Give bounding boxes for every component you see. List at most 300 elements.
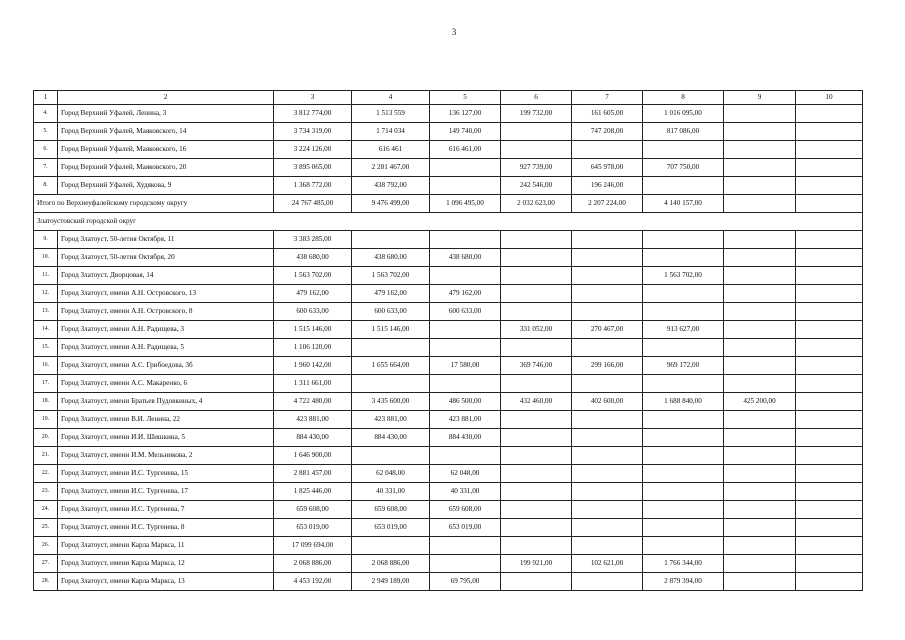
address-cell: Город Златоуст, имени В.И. Ленина, 22 bbox=[58, 411, 274, 429]
amount-cell bbox=[501, 249, 572, 267]
amount-cell bbox=[430, 177, 501, 195]
amount-cell: 9 476 499,00 bbox=[352, 195, 430, 213]
amount-cell bbox=[501, 231, 572, 249]
amount-cell: 4 722 480,00 bbox=[274, 393, 352, 411]
amount-cell: 3 895 065,00 bbox=[274, 159, 352, 177]
amount-cell bbox=[572, 483, 643, 501]
amount-cell bbox=[430, 447, 501, 465]
row-number: 17. bbox=[34, 375, 58, 393]
amount-cell bbox=[643, 465, 724, 483]
amount-cell bbox=[643, 231, 724, 249]
amount-cell: 62 048,00 bbox=[430, 465, 501, 483]
amount-cell: 2 879 394,00 bbox=[643, 573, 724, 591]
address-cell: Город Златоуст, имени А.С. Грибоедова, 3б bbox=[58, 357, 274, 375]
address-cell: Город Верхний Уфалей, Худякова, 9 bbox=[58, 177, 274, 195]
amount-cell bbox=[501, 339, 572, 357]
amount-cell bbox=[572, 375, 643, 393]
amount-cell: 62 048,00 bbox=[352, 465, 430, 483]
funding-table bbox=[33, 90, 863, 591]
table-row bbox=[34, 321, 863, 339]
address-cell: Город Златоуст, имени И.С. Тургенева, 15 bbox=[58, 465, 274, 483]
amount-cell bbox=[643, 285, 724, 303]
address-cell: Город Златоуст, имени Братьев Пудовкиных, 4 bbox=[58, 393, 274, 411]
amount-cell bbox=[796, 519, 863, 537]
amount-cell: 438 680,00 bbox=[352, 249, 430, 267]
amount-cell: 3 812 774,00 bbox=[274, 105, 352, 123]
address-cell: Город Верхний Уфалей, Ленина, 3 bbox=[58, 105, 274, 123]
amount-cell: 1 016 095,00 bbox=[643, 105, 724, 123]
amount-cell: 3 383 285,00 bbox=[274, 231, 352, 249]
amount-cell bbox=[501, 573, 572, 591]
amount-cell bbox=[430, 267, 501, 285]
address-cell: Город Златоуст, 50-летия Октября, 11 bbox=[58, 231, 274, 249]
amount-cell bbox=[430, 537, 501, 555]
amount-cell: 479 162,00 bbox=[274, 285, 352, 303]
table-row bbox=[34, 285, 863, 303]
amount-cell bbox=[724, 375, 796, 393]
amount-cell: 817 086,00 bbox=[643, 123, 724, 141]
amount-cell: 425 200,00 bbox=[724, 393, 796, 411]
table-row bbox=[34, 573, 863, 591]
row-number: 15. bbox=[34, 339, 58, 357]
row-number: 11. bbox=[34, 267, 58, 285]
address-cell: Город Верхний Уфалей, Маяковского, 20 bbox=[58, 159, 274, 177]
amount-cell: 645 978,00 bbox=[572, 159, 643, 177]
amount-cell bbox=[501, 465, 572, 483]
address-cell: Город Златоуст, Дворцовая, 14 bbox=[58, 267, 274, 285]
amount-cell bbox=[796, 105, 863, 123]
amount-cell: 17 580,00 bbox=[430, 357, 501, 375]
amount-cell bbox=[796, 465, 863, 483]
header-cell: 10 bbox=[796, 91, 863, 105]
amount-cell bbox=[572, 285, 643, 303]
table-row bbox=[34, 555, 863, 573]
amount-cell bbox=[572, 537, 643, 555]
address-cell: Город Златоуст, имени Карла Маркса, 11 bbox=[58, 537, 274, 555]
header-cell: 7 bbox=[572, 91, 643, 105]
amount-cell bbox=[796, 177, 863, 195]
amount-cell bbox=[643, 249, 724, 267]
header-cell: 4 bbox=[352, 91, 430, 105]
amount-cell: 17 099 694,00 bbox=[274, 537, 352, 555]
amount-cell: 616 461,00 bbox=[430, 141, 501, 159]
amount-cell bbox=[572, 429, 643, 447]
amount-cell: 659 608,00 bbox=[352, 501, 430, 519]
amount-cell bbox=[430, 339, 501, 357]
amount-cell: 1 960 142,00 bbox=[274, 357, 352, 375]
table-row bbox=[34, 339, 863, 357]
amount-cell: 884 430,00 bbox=[430, 429, 501, 447]
amount-cell: 1 714 034 bbox=[352, 123, 430, 141]
amount-cell: 913 627,00 bbox=[643, 321, 724, 339]
amount-cell bbox=[724, 411, 796, 429]
amount-cell: 369 746,00 bbox=[501, 357, 572, 375]
amount-cell bbox=[724, 105, 796, 123]
amount-cell bbox=[501, 141, 572, 159]
page-number: 3 bbox=[451, 27, 457, 37]
amount-cell: 2 207 224,00 bbox=[572, 195, 643, 213]
amount-cell bbox=[724, 195, 796, 213]
row-number: 25. bbox=[34, 519, 58, 537]
amount-cell bbox=[572, 447, 643, 465]
amount-cell: 707 750,00 bbox=[643, 159, 724, 177]
amount-cell: 432 460,00 bbox=[501, 393, 572, 411]
amount-cell bbox=[796, 357, 863, 375]
row-number: 10. bbox=[34, 249, 58, 267]
amount-cell bbox=[724, 429, 796, 447]
amount-cell: 1 515 146,00 bbox=[274, 321, 352, 339]
amount-cell: 600 633,00 bbox=[352, 303, 430, 321]
amount-cell: 2 068 886,00 bbox=[274, 555, 352, 573]
amount-cell bbox=[724, 123, 796, 141]
amount-cell bbox=[501, 285, 572, 303]
amount-cell bbox=[796, 123, 863, 141]
table-row bbox=[34, 447, 863, 465]
table-row bbox=[34, 519, 863, 537]
amount-cell bbox=[796, 267, 863, 285]
amount-cell bbox=[643, 303, 724, 321]
amount-cell: 2 281 467,00 bbox=[352, 159, 430, 177]
table-row bbox=[34, 375, 863, 393]
amount-cell: 1 646 900,00 bbox=[274, 447, 352, 465]
amount-cell bbox=[796, 429, 863, 447]
amount-cell: 659 608,00 bbox=[430, 501, 501, 519]
table-row bbox=[34, 159, 863, 177]
table-row bbox=[34, 267, 863, 285]
header-cell: 1 bbox=[34, 91, 58, 105]
amount-cell: 1 106 120,00 bbox=[274, 339, 352, 357]
amount-cell bbox=[724, 483, 796, 501]
amount-cell bbox=[572, 231, 643, 249]
amount-cell bbox=[501, 411, 572, 429]
amount-cell: 199 921,00 bbox=[501, 555, 572, 573]
address-cell: Город Златоуст, имени А.Н. Радищева, 5 bbox=[58, 339, 274, 357]
amount-cell: 2 881 457,00 bbox=[274, 465, 352, 483]
amount-cell: 1 688 840,00 bbox=[643, 393, 724, 411]
amount-cell bbox=[572, 411, 643, 429]
amount-cell bbox=[501, 519, 572, 537]
row-number: 20. bbox=[34, 429, 58, 447]
amount-cell: 3 435 600,00 bbox=[352, 393, 430, 411]
amount-cell bbox=[572, 303, 643, 321]
amount-cell bbox=[643, 141, 724, 159]
row-number: 9. bbox=[34, 231, 58, 249]
amount-cell: 884 430,00 bbox=[352, 429, 430, 447]
amount-cell: 4 453 192,00 bbox=[274, 573, 352, 591]
header-cell: 8 bbox=[643, 91, 724, 105]
amount-cell bbox=[724, 501, 796, 519]
address-cell: Город Златоуст, имени И.И. Шишкина, 5 bbox=[58, 429, 274, 447]
amount-cell bbox=[643, 177, 724, 195]
amount-cell: 331 052,00 bbox=[501, 321, 572, 339]
amount-cell bbox=[724, 465, 796, 483]
amount-cell bbox=[352, 231, 430, 249]
header-row bbox=[34, 91, 863, 105]
amount-cell bbox=[796, 321, 863, 339]
amount-cell: 1 563 702,00 bbox=[643, 267, 724, 285]
amount-cell bbox=[724, 141, 796, 159]
amount-cell: 299 166,00 bbox=[572, 357, 643, 375]
amount-cell: 69 795,00 bbox=[430, 573, 501, 591]
amount-cell bbox=[724, 267, 796, 285]
table-row bbox=[34, 501, 863, 519]
amount-cell bbox=[724, 303, 796, 321]
table-row bbox=[34, 105, 863, 123]
amount-cell: 199 732,00 bbox=[501, 105, 572, 123]
amount-cell bbox=[352, 447, 430, 465]
amount-cell bbox=[352, 375, 430, 393]
amount-cell: 161 605,00 bbox=[572, 105, 643, 123]
amount-cell: 24 767 485,00 bbox=[274, 195, 352, 213]
amount-cell: 423 881,00 bbox=[430, 411, 501, 429]
amount-cell bbox=[724, 555, 796, 573]
amount-cell: 600 633,00 bbox=[430, 303, 501, 321]
amount-cell bbox=[643, 429, 724, 447]
amount-cell: 600 633,00 bbox=[274, 303, 352, 321]
address-cell: Город Верхний Уфалей, Маяковского, 14 bbox=[58, 123, 274, 141]
amount-cell bbox=[352, 339, 430, 357]
amount-cell: 270 467,00 bbox=[572, 321, 643, 339]
row-number: 12. bbox=[34, 285, 58, 303]
amount-cell: 196 246,00 bbox=[572, 177, 643, 195]
amount-cell bbox=[796, 411, 863, 429]
amount-cell: 1 311 661,00 bbox=[274, 375, 352, 393]
amount-cell: 479 162,00 bbox=[352, 285, 430, 303]
amount-cell bbox=[501, 501, 572, 519]
amount-cell bbox=[643, 339, 724, 357]
header-cell: 3 bbox=[274, 91, 352, 105]
amount-cell: 149 740,00 bbox=[430, 123, 501, 141]
amount-cell bbox=[724, 447, 796, 465]
amount-cell bbox=[724, 357, 796, 375]
amount-cell: 423 881,00 bbox=[352, 411, 430, 429]
total-label: Итого по Верхнеуфалейскому городскому округу bbox=[34, 195, 274, 213]
address-cell: Город Златоуст, имени И.М. Мельникова, 2 bbox=[58, 447, 274, 465]
amount-cell: 1 563 702,00 bbox=[352, 267, 430, 285]
amount-cell bbox=[572, 267, 643, 285]
amount-cell bbox=[430, 159, 501, 177]
amount-cell bbox=[796, 375, 863, 393]
address-cell: Город Златоуст, имени Карла Маркса, 13 bbox=[58, 573, 274, 591]
amount-cell bbox=[501, 447, 572, 465]
amount-cell bbox=[724, 159, 796, 177]
amount-cell: 653 019,00 bbox=[352, 519, 430, 537]
row-number: 24. bbox=[34, 501, 58, 519]
amount-cell bbox=[724, 177, 796, 195]
amount-cell: 2 068 886,00 bbox=[352, 555, 430, 573]
row-number: 21. bbox=[34, 447, 58, 465]
table-row bbox=[34, 393, 863, 411]
amount-cell bbox=[796, 555, 863, 573]
amount-cell bbox=[796, 483, 863, 501]
row-number: 23. bbox=[34, 483, 58, 501]
amount-cell bbox=[796, 339, 863, 357]
table-row bbox=[34, 429, 863, 447]
table-row bbox=[34, 303, 863, 321]
header-cell: 9 bbox=[724, 91, 796, 105]
amount-cell bbox=[572, 519, 643, 537]
amount-cell: 1 515 146,00 bbox=[352, 321, 430, 339]
row-number: 5. bbox=[34, 123, 58, 141]
amount-cell: 1 513 559 bbox=[352, 105, 430, 123]
row-number: 6. bbox=[34, 141, 58, 159]
amount-cell: 884 430,00 bbox=[274, 429, 352, 447]
amount-cell bbox=[501, 375, 572, 393]
amount-cell: 1 655 664,00 bbox=[352, 357, 430, 375]
amount-cell bbox=[724, 573, 796, 591]
address-cell: Город Златоуст, имени Карла Маркса, 12 bbox=[58, 555, 274, 573]
amount-cell: 3 224 126,00 bbox=[274, 141, 352, 159]
amount-cell: 438 680,00 bbox=[274, 249, 352, 267]
amount-cell bbox=[501, 429, 572, 447]
amount-cell: 40 331,00 bbox=[430, 483, 501, 501]
amount-cell bbox=[724, 519, 796, 537]
amount-cell: 927 739,00 bbox=[501, 159, 572, 177]
amount-cell bbox=[643, 519, 724, 537]
row-number: 16. bbox=[34, 357, 58, 375]
address-cell: Город Златоуст, имени И.С. Тургенева, 7 bbox=[58, 501, 274, 519]
amount-cell bbox=[724, 285, 796, 303]
amount-cell bbox=[796, 501, 863, 519]
amount-cell bbox=[430, 321, 501, 339]
row-number: 4. bbox=[34, 105, 58, 123]
row-number: 26. bbox=[34, 537, 58, 555]
amount-cell bbox=[796, 159, 863, 177]
amount-cell bbox=[796, 231, 863, 249]
address-cell: Город Златоуст, 50-летия Октября, 20 bbox=[58, 249, 274, 267]
row-number: 27. bbox=[34, 555, 58, 573]
amount-cell: 242 546,00 bbox=[501, 177, 572, 195]
amount-cell: 1 368 772,00 bbox=[274, 177, 352, 195]
address-cell: Город Златоуст, имени А.Н. Радищева, 3 bbox=[58, 321, 274, 339]
amount-cell: 653 019,00 bbox=[274, 519, 352, 537]
address-cell: Город Златоуст, имени И.С. Тургенева, 17 bbox=[58, 483, 274, 501]
address-cell: Город Златоуст, имени И.С. Тургенева, 8 bbox=[58, 519, 274, 537]
amount-cell bbox=[796, 393, 863, 411]
amount-cell bbox=[643, 483, 724, 501]
amount-cell bbox=[796, 447, 863, 465]
amount-cell: 659 608,00 bbox=[274, 501, 352, 519]
amount-cell bbox=[796, 573, 863, 591]
amount-cell: 969 172,00 bbox=[643, 357, 724, 375]
amount-cell: 1 766 344,00 bbox=[643, 555, 724, 573]
amount-cell bbox=[501, 303, 572, 321]
amount-cell bbox=[724, 339, 796, 357]
amount-cell bbox=[572, 465, 643, 483]
amount-cell bbox=[352, 537, 430, 555]
amount-cell bbox=[643, 375, 724, 393]
table-row bbox=[34, 141, 863, 159]
section-title: Златоустовский городской округ bbox=[34, 213, 863, 231]
amount-cell: 2 949 189,00 bbox=[352, 573, 430, 591]
row-number: 18. bbox=[34, 393, 58, 411]
amount-cell bbox=[501, 537, 572, 555]
amount-cell bbox=[796, 195, 863, 213]
table-row bbox=[34, 465, 863, 483]
amount-cell bbox=[724, 249, 796, 267]
table-row bbox=[34, 177, 863, 195]
row-number: 19. bbox=[34, 411, 58, 429]
header-cell: 2 bbox=[58, 91, 274, 105]
amount-cell bbox=[572, 141, 643, 159]
section-row bbox=[34, 213, 863, 231]
amount-cell bbox=[501, 123, 572, 141]
row-number: 28. bbox=[34, 573, 58, 591]
row-number: 14. bbox=[34, 321, 58, 339]
amount-cell: 616 461 bbox=[352, 141, 430, 159]
amount-cell bbox=[724, 537, 796, 555]
amount-cell: 1 825 446,00 bbox=[274, 483, 352, 501]
address-cell: Город Златоуст, имени А.Н. Островского, 8 bbox=[58, 303, 274, 321]
amount-cell: 438 680,00 bbox=[430, 249, 501, 267]
amount-cell bbox=[796, 537, 863, 555]
amount-cell bbox=[796, 285, 863, 303]
amount-cell bbox=[572, 249, 643, 267]
amount-cell: 423 881,00 bbox=[274, 411, 352, 429]
address-cell: Город Верхний Уфалей, Маяковского, 16 bbox=[58, 141, 274, 159]
amount-cell bbox=[643, 501, 724, 519]
amount-cell: 1 563 702,00 bbox=[274, 267, 352, 285]
amount-cell: 102 621,00 bbox=[572, 555, 643, 573]
amount-cell: 747 208,00 bbox=[572, 123, 643, 141]
amount-cell bbox=[796, 303, 863, 321]
table-row bbox=[34, 411, 863, 429]
table-row bbox=[34, 357, 863, 375]
amount-cell bbox=[724, 321, 796, 339]
amount-cell: 1 096 495,00 bbox=[430, 195, 501, 213]
amount-cell: 486 500,00 bbox=[430, 393, 501, 411]
amount-cell: 3 734 319,00 bbox=[274, 123, 352, 141]
amount-cell bbox=[796, 249, 863, 267]
header-cell: 6 bbox=[501, 91, 572, 105]
table-row bbox=[34, 249, 863, 267]
table-row bbox=[34, 231, 863, 249]
amount-cell: 40 331,00 bbox=[352, 483, 430, 501]
address-cell: Город Златоуст, имени А.С. Макаренко, 6 bbox=[58, 375, 274, 393]
amount-cell bbox=[501, 267, 572, 285]
amount-cell: 402 600,00 bbox=[572, 393, 643, 411]
table-row bbox=[34, 123, 863, 141]
amount-cell bbox=[430, 555, 501, 573]
amount-cell bbox=[796, 141, 863, 159]
table-row bbox=[34, 537, 863, 555]
amount-cell bbox=[643, 411, 724, 429]
amount-cell bbox=[643, 537, 724, 555]
amount-cell bbox=[572, 339, 643, 357]
amount-cell: 136 127,00 bbox=[430, 105, 501, 123]
amount-cell: 4 140 157,00 bbox=[643, 195, 724, 213]
amount-cell bbox=[724, 231, 796, 249]
row-number: 7. bbox=[34, 159, 58, 177]
table-row bbox=[34, 483, 863, 501]
header-cell: 5 bbox=[430, 91, 501, 105]
amount-cell bbox=[430, 231, 501, 249]
amount-cell bbox=[643, 447, 724, 465]
amount-cell bbox=[501, 483, 572, 501]
amount-cell: 438 792,00 bbox=[352, 177, 430, 195]
address-cell: Город Златоуст, имени А.Н. Островского, 13 bbox=[58, 285, 274, 303]
amount-cell bbox=[572, 573, 643, 591]
total-row bbox=[34, 195, 863, 213]
amount-cell bbox=[430, 375, 501, 393]
amount-cell bbox=[572, 501, 643, 519]
row-number: 8. bbox=[34, 177, 58, 195]
amount-cell: 653 019,00 bbox=[430, 519, 501, 537]
amount-cell: 2 032 623,00 bbox=[501, 195, 572, 213]
row-number: 22. bbox=[34, 465, 58, 483]
amount-cell: 479 162,00 bbox=[430, 285, 501, 303]
row-number: 13. bbox=[34, 303, 58, 321]
